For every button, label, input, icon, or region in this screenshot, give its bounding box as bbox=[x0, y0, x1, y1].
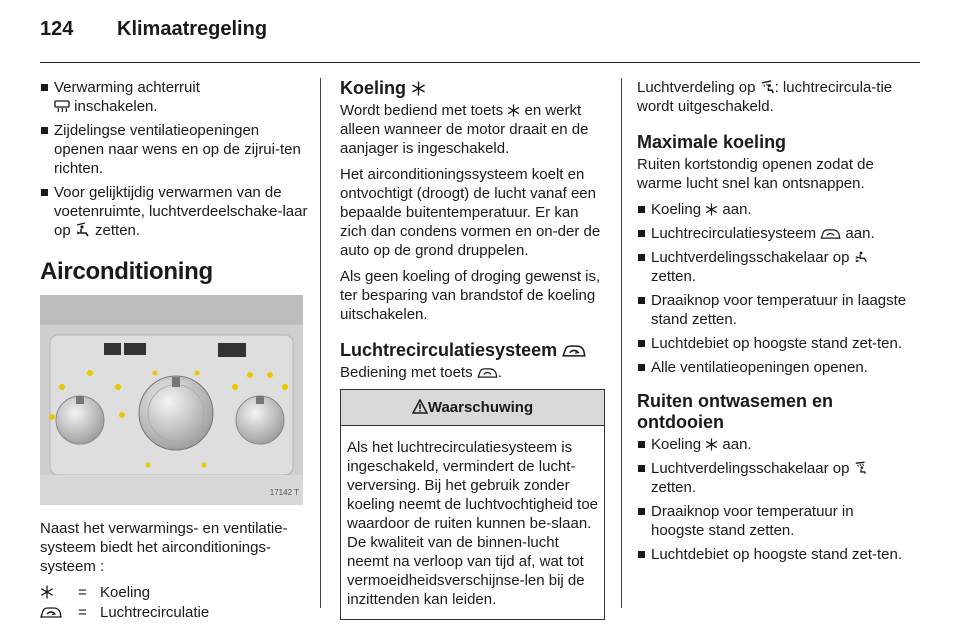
section-title: Airconditioning bbox=[40, 258, 213, 285]
recirculation-icon bbox=[477, 367, 498, 379]
paragraph: Als geen koeling of droging gewenst is, ter besparing van brandstof de koeling uitschakelen. bbox=[340, 268, 601, 323]
list-item: Verwarming achterruit inschakelen. bbox=[40, 78, 308, 116]
list-item: Alle ventilatieopeningen openen. bbox=[637, 358, 907, 377]
list-item: Zijdelingse ventilatieopeningen openen naar wens en op de zijrui-ten richten. bbox=[40, 121, 308, 178]
recirculation-icon bbox=[820, 228, 841, 240]
paragraph: Ruiten kortstondig openen zodat de warme lucht snel kan ontsnappen. bbox=[637, 156, 874, 192]
warning-box bbox=[340, 389, 605, 620]
legend-row: = Koeling bbox=[40, 583, 209, 603]
header-rule bbox=[40, 62, 920, 63]
rear-window-heating-icon bbox=[54, 99, 70, 113]
warning-text: Als het luchtrecirculatiesysteem is ingeschakeld, vermindert de lucht-verversing. Bij het gebruik zonder koeling neemt de luchtvochtigheid toe waardoor de ruiten kunnen be-slaan. De kwaliteit van de binnen-lucht neemt na verloop van tijd af, wat tot vermoeidheidsverschijnse-len bij de inzittenden kan leiden. bbox=[347, 439, 599, 608]
vent-feet-icon bbox=[854, 250, 868, 264]
snowflake-icon bbox=[507, 104, 520, 117]
list-item: Koeling aan. bbox=[637, 200, 907, 219]
legend-table bbox=[40, 583, 209, 623]
snowflake-icon bbox=[705, 438, 718, 451]
heading-recirculatie: Luchtrecirculatiesysteem bbox=[340, 340, 605, 361]
heading-koeling: Koeling bbox=[340, 78, 605, 99]
list-item: Draaiknop voor temperatuur in hoogste stand zetten. bbox=[637, 502, 907, 540]
snowflake-icon bbox=[40, 585, 54, 599]
warning-triangle-icon bbox=[412, 399, 428, 414]
column-3 bbox=[637, 78, 907, 569]
photo-caption: 17142 T bbox=[269, 488, 299, 497]
recirculation-icon bbox=[562, 344, 586, 358]
column-1 bbox=[40, 78, 308, 623]
paragraph: Wordt bediend met toets en werkt alleen wanneer de motor draait en de aanjager is ingeschakeld. bbox=[340, 102, 589, 157]
list-item: Voor gelijktijdig verwarmen van de voetenruimte, luchtverdeelschake-laar op zetten. bbox=[40, 183, 308, 240]
recirculation-icon bbox=[40, 606, 62, 619]
column-divider bbox=[621, 78, 622, 608]
paragraph: Bediening met toets . bbox=[340, 364, 502, 381]
paragraph: Het airconditioningssysteem koelt en ontvochtigt (droogt) de lucht vanaf een bepaalde buitentemperatuur. Er kan zich dan condens vormen en on-der de auto op de grond druppelen. bbox=[340, 166, 601, 259]
bullet-list bbox=[40, 78, 308, 240]
legend-row: = Luchtrecirculatie bbox=[40, 603, 209, 623]
list-item: Draaiknop voor temperatuur in laagste stand zetten. bbox=[637, 291, 907, 329]
bullet-list bbox=[637, 435, 907, 564]
heading-maximale-koeling: Maximale koeling bbox=[637, 132, 787, 152]
page-number: 124 bbox=[40, 18, 74, 40]
bullet-list bbox=[637, 200, 907, 377]
list-item: Koeling aan. bbox=[637, 435, 907, 454]
page-title: Klimaatregeling bbox=[117, 18, 268, 40]
warning-header: Waarschuwing bbox=[341, 390, 604, 426]
windscreen-defrost-icon bbox=[854, 461, 868, 475]
snowflake-icon bbox=[411, 81, 426, 96]
list-item: Luchtdebiet op hoogste stand zet-ten. bbox=[637, 545, 907, 564]
paragraph: Naast het verwarmings- en ventilatie-systeem biedt het airconditionings-systeem : bbox=[40, 520, 288, 575]
column-2 bbox=[340, 78, 605, 620]
column-divider bbox=[320, 78, 321, 608]
list-item: Luchtrecirculatiesysteem aan. bbox=[637, 224, 907, 243]
paragraph: Luchtverdeling op : luchtrecircula-tie wordt uitgeschakeld. bbox=[637, 79, 893, 115]
vent-defrost-icon bbox=[760, 80, 775, 94]
list-item: Luchtdebiet op hoogste stand zet-ten. bbox=[637, 334, 907, 353]
list-item: Luchtverdelingsschakelaar op zetten. bbox=[637, 459, 907, 497]
list-item: Luchtverdelingsschakelaar op zetten. bbox=[637, 248, 907, 286]
vent-feet-windscreen-icon bbox=[75, 222, 91, 237]
climate-control-photo bbox=[40, 295, 303, 505]
snowflake-icon bbox=[705, 203, 718, 216]
heading-ontwasemen: Ruiten ontwasemen en ontdooien bbox=[637, 391, 834, 432]
